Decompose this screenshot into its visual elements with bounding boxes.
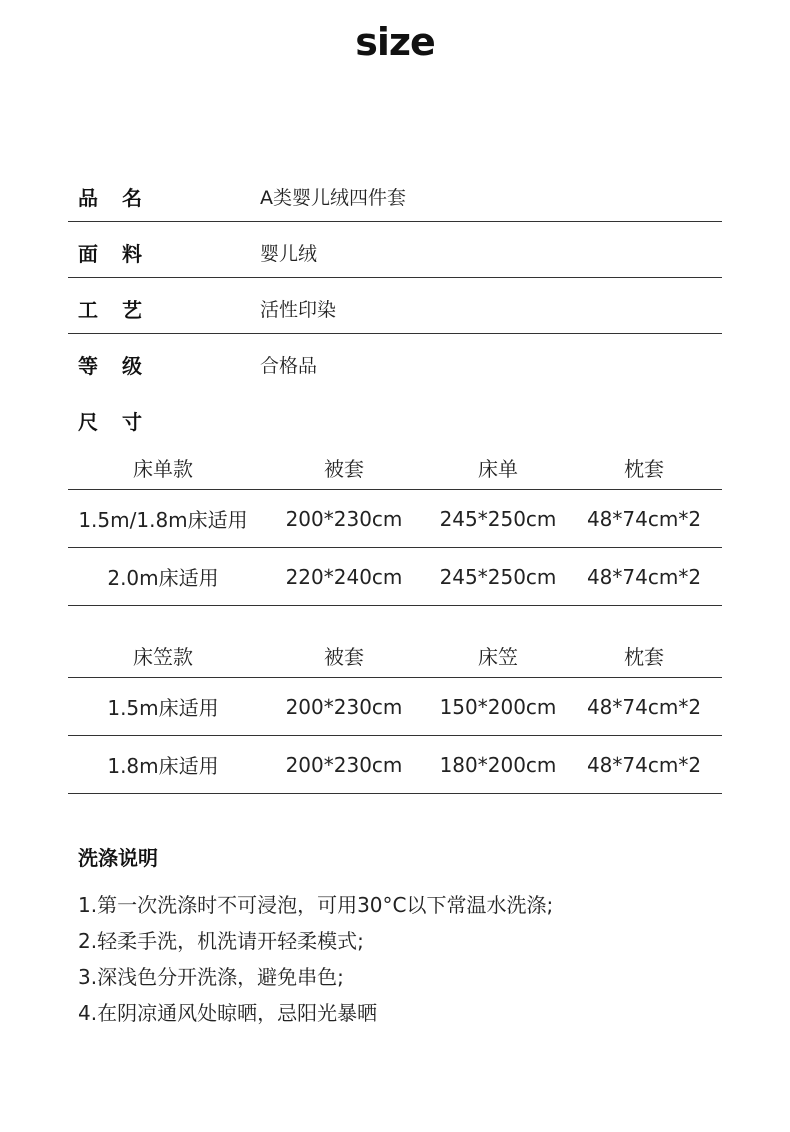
spec-value: 合格品 <box>260 355 318 377</box>
spec-row-size <box>68 390 722 446</box>
page-title: size <box>355 20 435 64</box>
table-cell: 245*250cm <box>430 490 566 548</box>
spec-list <box>68 166 722 446</box>
spec-row-craft <box>68 278 722 334</box>
table-cell: 48*74cm*2 <box>566 736 722 794</box>
table-cell: 48*74cm*2 <box>566 548 722 606</box>
table-header: 枕套 <box>566 446 722 490</box>
spec-row-name <box>68 166 722 222</box>
table-cell: 200*230cm <box>258 490 430 548</box>
table-header: 床单 <box>430 446 566 490</box>
table-cell: 150*200cm <box>430 678 566 736</box>
care-item: 3.深浅色分开洗涤，避免串色; <box>78 965 344 989</box>
spec-value: 婴儿绒 <box>260 243 318 265</box>
table-header: 床单款 <box>68 446 258 490</box>
spec-row-fabric <box>68 222 722 278</box>
table-header-row <box>68 446 722 490</box>
care-instructions <box>78 842 758 1031</box>
table-row <box>68 548 722 606</box>
table-cell: 245*250cm <box>430 548 566 606</box>
fitted-sheet-size-table <box>68 634 722 794</box>
table-row <box>68 736 722 794</box>
spec-label: 尺寸 <box>78 410 166 434</box>
spec-row-grade <box>68 334 722 390</box>
table-row <box>68 678 722 736</box>
table-cell: 200*230cm <box>258 736 430 794</box>
sheet-size-table <box>68 446 722 606</box>
care-item: 4.在阴凉通风处晾晒，忌阳光暴晒 <box>78 1001 378 1025</box>
table-header: 床笠款 <box>68 634 258 678</box>
table-cell: 48*74cm*2 <box>566 490 722 548</box>
table-cell: 200*230cm <box>258 678 430 736</box>
table-cell: 1.5m床适用 <box>68 678 258 736</box>
table-cell: 1.8m床适用 <box>68 736 258 794</box>
table-row <box>68 490 722 548</box>
care-item: 2.轻柔手洗，机洗请开轻柔模式; <box>78 929 364 953</box>
table-cell: 1.5m/1.8m床适用 <box>68 490 258 548</box>
spec-label: 品名 <box>78 186 166 210</box>
table-header: 床笠 <box>430 634 566 678</box>
table-header: 被套 <box>258 634 430 678</box>
care-item: 1.第一次洗涤时不可浸泡，可用30°C以下常温水洗涤; <box>78 893 554 917</box>
spec-label: 工艺 <box>78 298 166 322</box>
spec-label: 面料 <box>78 242 166 266</box>
spec-value: 活性印染 <box>260 299 337 321</box>
table-cell: 220*240cm <box>258 548 430 606</box>
table-cell: 2.0m床适用 <box>68 548 258 606</box>
spec-label: 等级 <box>78 354 166 378</box>
table-header-row <box>68 634 722 678</box>
table-header: 被套 <box>258 446 430 490</box>
table-cell: 180*200cm <box>430 736 566 794</box>
spec-value: A类婴儿绒四件套 <box>260 187 406 209</box>
care-title: 洗涤说明 <box>78 846 158 870</box>
table-cell: 48*74cm*2 <box>566 678 722 736</box>
table-header: 枕套 <box>566 634 722 678</box>
